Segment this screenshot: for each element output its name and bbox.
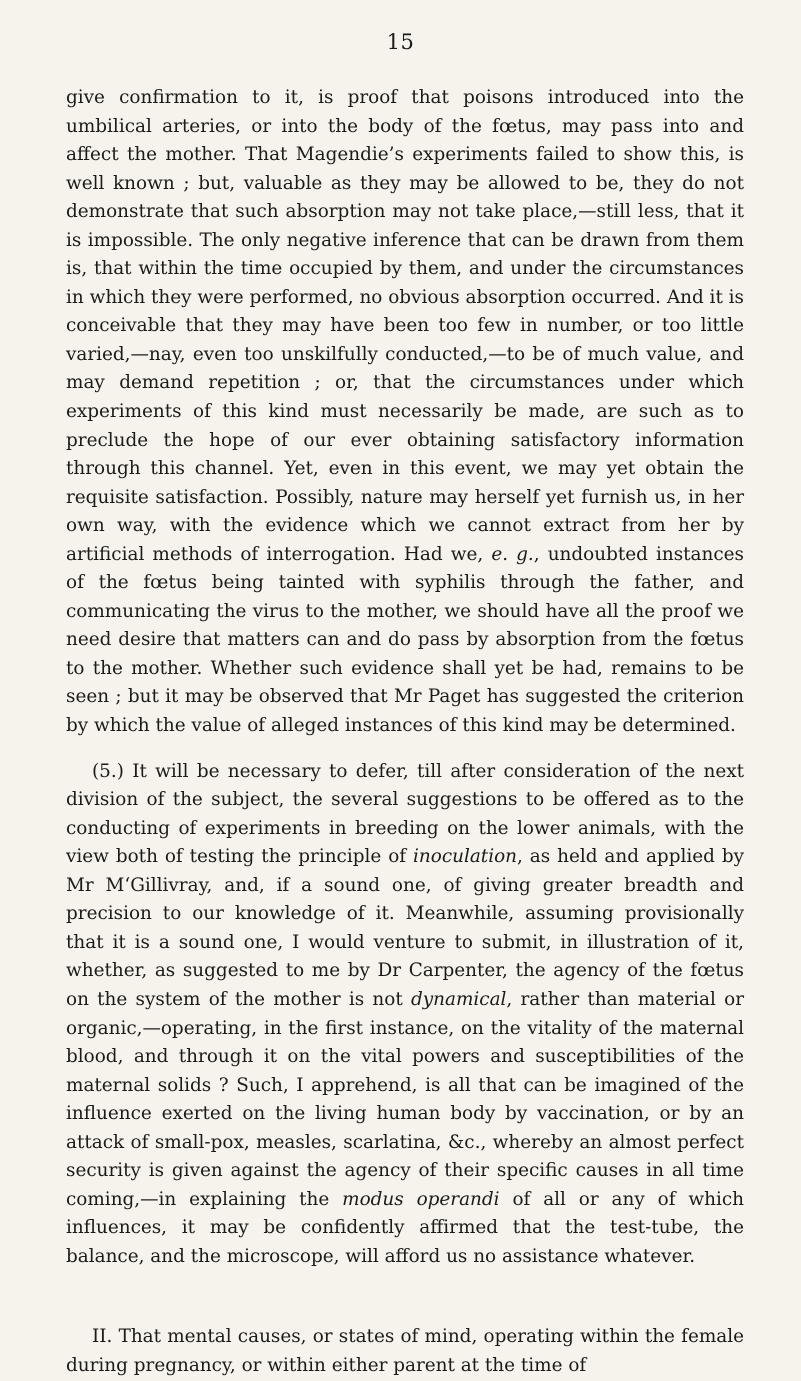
- paragraph-text: , rather than material or organic,—operating, in the first instance, on the vitality of the maternal blood, and through it on the vital powers and susceptibilities of the maternal solids ? Such, I apprehend, is all that can be imagined of the influence exerted on the living human body by vaccination, or by an attack of small-pox, measles, scarlatina, &c., whereby an almost perfect security is given against the agency of their specific causes in all time coming,—in explaining the: [66, 988, 744, 1210]
- paragraph-text: (5.) It will be necessary to defer, till after consideration of the next division of the subject, the several suggestions to be offered as to the conducting of experiments in breeding on the lower animals, with the view both of testing the principle of: [66, 760, 744, 868]
- paragraph-text: of all or any of which influences, it may be confidently affirmed that the test-tube, the balance, and the microscope, will afford us no assistance whatever.: [66, 1188, 744, 1267]
- paragraph-continuation: [66, 84, 744, 741]
- page-body: [66, 84, 744, 1381]
- paragraph-section-ii: [66, 1323, 744, 1380]
- page-number: 15: [386, 30, 415, 54]
- italic-text: modus operandi: [342, 1188, 500, 1210]
- paragraph-text: , as held and applied by Mr M‘Gillivray, and, if a sound one, of giving greater breadth and precision to our knowledge of it. Meanwhile, assuming provisionally that it is a sound one, I would venture to submit, in illustration of it, whether, as suggested to me by Dr Carpenter, the agency of the fœtus on the system of the mother is not: [66, 846, 744, 1010]
- italic-text: inoculation: [413, 846, 517, 868]
- paragraph-text: give confirmation to it, is proof that poisons introduced into the umbilical arteries, or into the body of the fœtus, may pass into and affect the mother. That Magendie’s experiments failed to show this, is well known ; but, valuable as they may be allowed to be, they do not demonstrate that such absorption may not take place,—still less, that it is impossible. The only negative inference that can be drawn from them is, that within the time occupied by them, and under the circumstances in which they were performed, no obvious absorption occurred. And it is conceivable that they may have been too few in number, or too little varied,—nay, even too unskilfully conducted,—to be of much value, and may demand repetition ; or, that the circumstances under which experiments of this kind must necessarily be made, are such as to preclude the hope of our ever obtaining satisfactory information through this channel. Yet, even in this event, we may yet obtain the requisite satisfaction. Possibly, nature may herself yet furnish us, in her own way, with the evidence which we cannot extract from her by artificial methods of interrogation. Had we,: [66, 87, 744, 565]
- paragraph-text: II. That mental causes, or states of mind, operating within the female during pregnancy, or within either parent at the time of: [66, 1326, 744, 1376]
- italic-text: e. g.: [491, 543, 534, 565]
- italic-text: dynamical: [410, 988, 507, 1010]
- paragraph-text: , undoubted instances of the fœtus being tainted with syphilis through the father, and communicating the virus to the mother, we should have all the proof we need desire that matters can and do pass by absorption from the fœtus to the mother. Whether such evidence shall yet be had, remains to be seen ; but it may be observed that Mr Paget has suggested the criterion by which the value of alleged instances of this kind may be determined.: [66, 543, 744, 737]
- paragraph-section-5: [66, 758, 744, 1272]
